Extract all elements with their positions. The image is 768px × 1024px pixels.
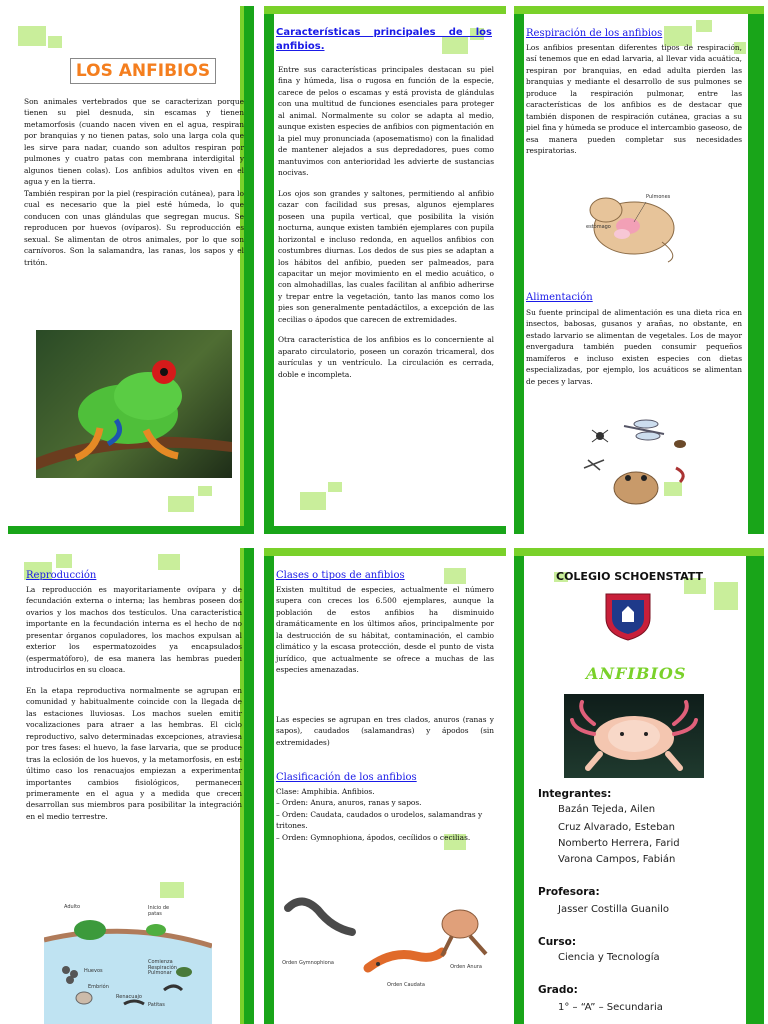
stomach-label: estómago [586, 224, 611, 230]
feeding-text: Su fuente principal de alimentación es una dieta rica en insectos, babosas, gusanos y arañas, no obstante, en estado larvario se alimentan de vegetales. Los de mayor envergadura también pueden consumir pequeños mamíferos e incluso existen especies con dietas especializadas, por ejemplo, los acuáticos se alimentan de peces y larvas. [526, 308, 742, 386]
deco-square [714, 582, 738, 610]
green-border [514, 548, 524, 1024]
panel-clases [264, 548, 506, 1024]
characteristics-text [278, 64, 494, 389]
paragraph: Entre sus características principales destacan su piel fina y húmeda, lisa o rugosa en función de la especie, carece de pelos o escamas y está provista de glándulas con una multitud de funciones esenciales para proteger al animal. Normalmente su color se adapta al medio, aunque existen especies de anfibios con pigmentación en la piel muy pronunciada (aposematismo) con la finalidad de mantener alejados a sus depredadores, pues como mantuvimos con anterioridad les advierte de sustancias nocivas. [278, 65, 494, 178]
classification-item: – Orden: Gymnophiona, ápodos, cecílidos o cecilias. [276, 832, 471, 842]
order-label: Orden Anura [450, 964, 482, 970]
section-heading: Clasificación de los anfibios [276, 772, 417, 783]
classification-item: Clase: Amphibia. Anfibios. [276, 787, 375, 796]
intro-text [24, 96, 244, 277]
course-label: Curso: [538, 936, 577, 948]
course-name: Ciencia y Tecnología [558, 952, 660, 963]
paragraph: Otra característica de los anfibios es lo concerniente al aparato circulatorio, poseen un corazón tricameral, dos aurículas y un ventrículo. La circulación es cerrada, doble e incompleta. [278, 335, 494, 379]
respiration-text: Los anfibios presentan diferentes tipos de respiración, así tenemos que en edad larvaria, al llevar vida acuática, respiran por branquias, en edad adulta pierden las branquias y mediante el desarrollo de sus pulmones se produce la respiración pulmonar, entre las características de los anfibios es de destacar que también disponen de respiración cutánea, gracias a su piel fina y húmeda se produce el intercambio gaseoso, de esa manera pueden completar sus necesidades respiratorias. [526, 43, 742, 156]
green-border [514, 548, 764, 556]
paragraph: También respiran por la piel (respiración cutánea), para lo cual es necesario que la piel esté húmeda, lo que conducen con unas glándulas que segregan mucus. Se reproducen por huevos (ovíparos). Su reproducción es sexual. Se alimentan de otros animales, por lo que son carnívoros. Son la salamandra, las ranas, los sapos y el tritón. [24, 188, 244, 267]
deco-square [18, 26, 46, 46]
reproduction-text [26, 584, 242, 831]
grade-label: Grado: [538, 984, 578, 996]
green-border [264, 548, 506, 556]
panel-los-anfibios [8, 6, 254, 534]
member-name: Nomberto Herrera, Farid [558, 838, 680, 849]
diagram-label: Renacuajo [116, 994, 142, 1000]
life-cycle-diagram [44, 900, 212, 1024]
green-border [264, 6, 506, 14]
green-border [264, 548, 274, 1024]
teacher-label: Profesora: [538, 886, 600, 898]
green-border [8, 526, 254, 534]
member-name: Bazán Tejeda, Ailen [558, 804, 656, 815]
green-border [746, 548, 764, 1024]
classification-item: – Orden: Anura, anuros, ranas y sapos. [276, 798, 422, 808]
diagram-label: Embrión [88, 984, 109, 990]
green-border [244, 6, 254, 534]
order-label: Orden Caudata [387, 982, 425, 988]
classes-text: Existen multitud de especies, actualmente el número supera con creces los 6.500 ejemplares, aunque la población de estos anfibios ha disminuido dramáticamente en los últimos años, principalmente por la destrucción de su hábitat, contaminación, el cambio climático y la escasa protección, desde el punto de vista jurídico, que actualmente se ofrece a muchas de las especies amenazadas. [276, 585, 494, 675]
diagram-label: Huevos [84, 968, 103, 974]
deco-square [300, 492, 326, 510]
page-title: LOS ANFIBIOS [70, 58, 216, 84]
teacher-name: Jasser Costilla Guanilo [558, 904, 670, 915]
deco-square [160, 882, 184, 898]
section-heading: Reproducción [26, 570, 97, 581]
deco-square [328, 482, 342, 492]
axolotl-image [564, 694, 704, 778]
green-border [244, 548, 254, 1024]
deco-square [56, 554, 72, 568]
green-border [264, 6, 274, 534]
deco-square [444, 568, 466, 584]
panel-caracteristicas [264, 6, 506, 534]
deco-square [198, 486, 212, 496]
diagram-label: Patitas [148, 1002, 165, 1008]
section-heading: Respiración de los anfibios [526, 28, 663, 39]
lung-label: Pulmones [646, 194, 671, 200]
order-label: Orden Gymnophiona [282, 960, 334, 966]
green-border [264, 526, 506, 534]
classification-list [276, 786, 494, 843]
paragraph: Los ojos son grandes y saltones, permitiendo al anfibio cazar con facilidad sus presas, algunos ejemplares poseen una pupila vertical, que posibilita la visión nocturna, aunque existen también ejemplares con pupila horizontal e incluso redonda, en aquellos anfibios con costumbres diurnas. Los dedos de sus pies se adaptan a los hábitos del anfibio, pueden ser palmeados, para capacitar un mejor movimiento en el medio acuático, o con almohadillas, las cuales facilitan al anfibio adherirse y trepar entre la vegetación, tanto las manos como los pies son generalmente pentadáctilos, a excepción de las cecilias o ápodos que carecen de extremidades. [278, 188, 494, 324]
paragraph: En la etapa reproductiva normalmente se agrupan en comunidad y habitualmente coincide con la llegada de las estaciones lluviosas. Los machos suelen emitir vocalizaciones para atraer a las hembras. El ciclo reproductivo, salvo determinadas excepciones, atraviesa por tres fases: el huevo, la fase larvaria, que se produce tras la eclosión de los huevos, y la metamorfosis, en este último caso los renacuajos empiezan a experimentar importantes cambios fisiológicos, permanecen primeramente en el agua y a medida que crecen desarrollan sus miembros para posibilitar la integración en el medio terrestre. [26, 685, 242, 821]
clades-text: Las especies se agrupan en tres clados, anuros (ranas y sapos), caudados (salamandras) y ápodos (sin extremidades) [276, 715, 494, 747]
diagram-label: Comienza Respiración Pulmonar [148, 959, 177, 976]
members-label: Integrantes: [538, 788, 612, 800]
diagram-label: Adulto [64, 904, 81, 910]
grade-value: 1° – “A” – Secundaria [558, 1002, 663, 1013]
panel-respiracion-alimentacion [514, 6, 764, 534]
green-border [514, 6, 764, 14]
deco-square [158, 554, 180, 570]
classification-item: – Orden: Caudata, caudados o urodelos, salamandras y tritones. [276, 809, 483, 831]
section-heading: Clases o tipos de anfibios [276, 570, 405, 581]
paragraph: La reproducción es mayoritariamente ovípara y de fecundación externa o interna; las hembras poseen dos ovarios y los machos dos testículos. Una característica importante en la fecundación interna es el hecho de no presentar órganos copuladores, los machos expulsan al exterior los espermatozoides ya encapsulados (espermatóforo), de esa manera las hembras pueden introducirlos en su cloaca. [26, 585, 242, 675]
green-border [514, 6, 524, 534]
member-name: Varona Campos, Fabián [558, 854, 676, 865]
cover-title: ANFIBIOS [586, 664, 687, 683]
frog-anatomy-diagram [582, 182, 686, 264]
deco-square [48, 36, 62, 48]
paragraph: Son animales vertebrados que se caracterizan porque tienen su piel desnuda, sin escamas y tienen metamorfosis (cuando nacen viven en el agua, respiran por branquias y no tienen patas, solo una larga cola que les sirve para nadar, cuando son adultos respiran por pulmones y cuatro patas con membrana interdigital y algunos tienen colas). Los anfibios adultos viven en el agua y en la tierra. [24, 97, 244, 187]
tree-frog-image [36, 330, 232, 478]
panel-portada [514, 548, 764, 1024]
deco-square [168, 496, 194, 512]
deco-square [696, 20, 712, 32]
section-heading: Características principales de los anfibios. [276, 27, 492, 52]
panel-reproduccion [8, 548, 254, 1024]
section-heading: Alimentación [526, 292, 593, 303]
school-crest [598, 590, 658, 642]
green-border [748, 6, 764, 534]
diagram-label: Inicio de patas [148, 905, 170, 917]
amphibian-orders-illustration [282, 894, 502, 1020]
insects-illustration [564, 408, 704, 516]
school-name: COLEGIO SCHOENSTATT [556, 570, 704, 583]
member-name: Cruz Alvarado, Esteban [558, 822, 676, 833]
